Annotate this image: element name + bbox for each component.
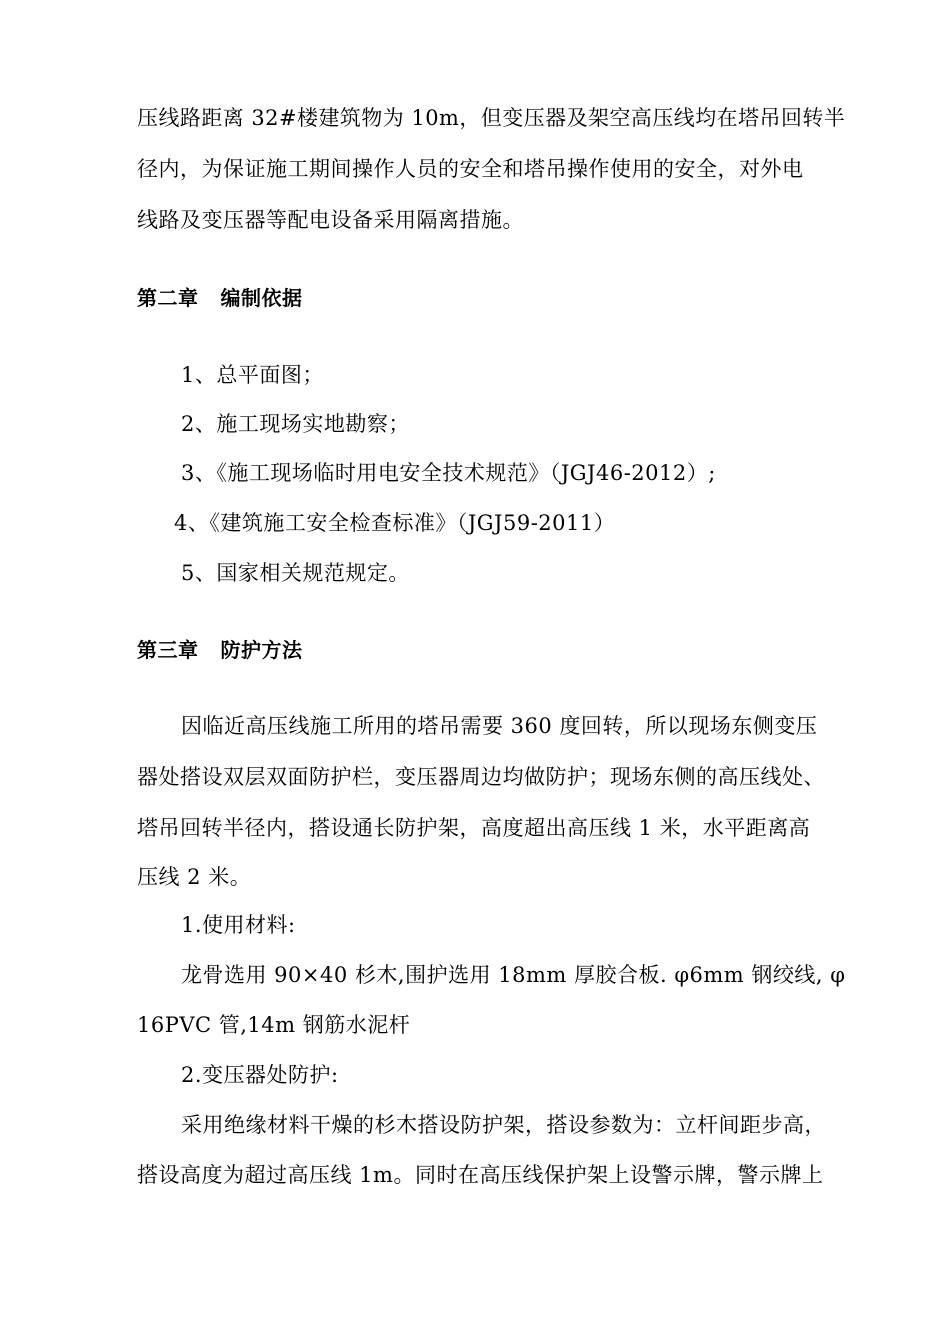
intro-line-3: 线路及变压器等配电设备采用隔离措施。 — [137, 208, 524, 232]
intro-line-1: 压线路距离 32#楼建筑物为 10m，但变压器及架空高压线均在塔吊回转半 — [137, 106, 846, 130]
chapter3-title: 防护方法 — [220, 638, 303, 662]
basis-item-3: 3、《施工现场临时用电安全技术规范》（JGJ46-2012）; — [181, 461, 716, 485]
method-para-line-2: 器处搭设双层双面防护栏，变压器周边均做防护；现场东侧的高压线处、 — [137, 765, 825, 789]
chapter2-heading — [137, 283, 303, 313]
intro-line-2: 径内，为保证施工期间操作人员的安全和塔吊操作使用的安全，对外电 — [137, 157, 804, 181]
chapter3-heading — [137, 635, 303, 665]
chapter2-title: 编制依据 — [220, 286, 303, 310]
materials-line-2: 16PVC 管,14m 钢筋水泥杆 — [137, 1013, 411, 1037]
materials-line-1: 龙骨选用 90×40 杉木,围护选用 18mm 厚胶合板. φ6mm 钢绞线, φ — [181, 963, 846, 987]
method-para-line-3: 塔吊回转半径内，搭设通长防护架，高度超出高压线 1 米，水平距离高 — [137, 816, 811, 840]
method-para-line-4: 压线 2 米。 — [137, 865, 252, 889]
materials-title: 1.使用材料: — [181, 913, 296, 937]
transformer-line-1: 采用绝缘材料干燥的杉木搭设防护架，搭设参数为：立杆间距步高， — [181, 1113, 826, 1137]
transformer-title: 2.变压器处防护: — [181, 1063, 339, 1087]
basis-item-1: 1、总平面图； — [181, 363, 324, 387]
basis-item-4: 4、《建筑施工安全检查标准》（JGJ59-2011） — [174, 511, 616, 535]
chapter2-number: 第二章 — [137, 286, 199, 310]
basis-item-2: 2、施工现场实地勘察； — [181, 412, 410, 436]
basis-item-5: 5、国家相关规范规定。 — [181, 561, 410, 585]
chapter3-number: 第三章 — [137, 638, 199, 662]
transformer-line-2: 搭设高度为超过高压线 1m。同时在高压线保护架上设警示牌，警示牌上 — [137, 1163, 824, 1187]
method-para-line-1: 因临近高压线施工所用的塔吊需要 360 度回转，所以现场东侧变压 — [181, 714, 818, 738]
